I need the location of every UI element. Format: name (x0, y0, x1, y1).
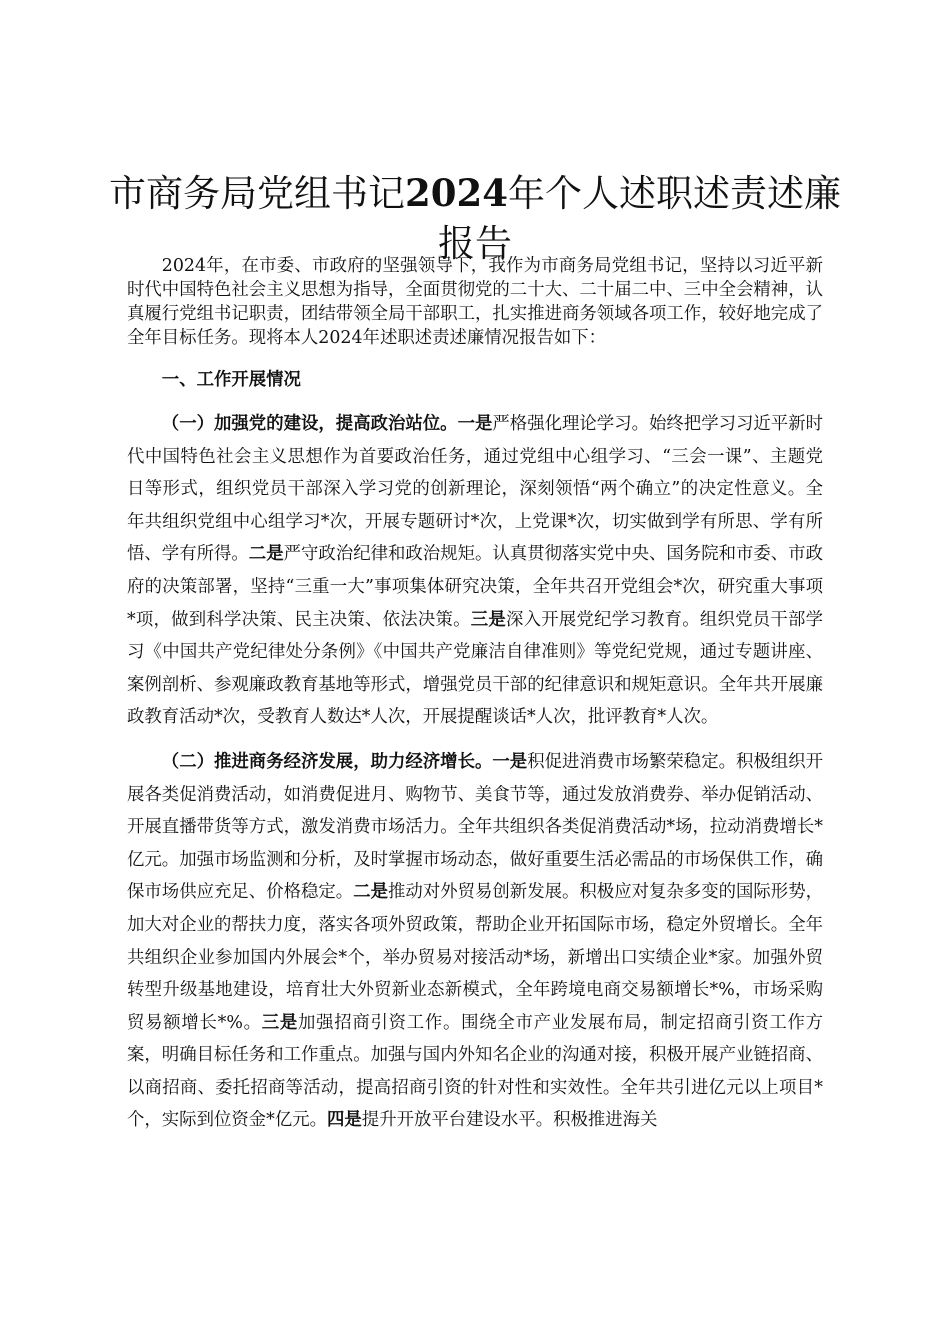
title-year: 2024 (405, 171, 508, 215)
point-text: 严守政治纪律和政治规矩。认真贯彻落实党中央、国务院和市委、市政府的决策部署，坚持“三重一大”事项集体研究决策，全年共召开党组会*次，研究重大事项*项，做到科学决策、民主决策、依法决策。 (127, 544, 823, 630)
point-marker: 三是 (261, 1012, 298, 1033)
point-marker: 四是 (327, 1110, 362, 1131)
point-marker: 一是 (492, 751, 528, 772)
title-part-1: 市商务局党组书记 (109, 172, 405, 215)
paragraph-party-building (127, 408, 823, 734)
point-text: 积促进消费市场繁荣稳定。积极组织开展各类促消费活动，如消费促进月、购物节、美食节等，通过发放消费券、举办促销活动、开展直播带货等方式，激发消费市场活力。全年共组织各类促消费活动*场，拉动消费增长*亿元。加强市场监测和分析，及时掌握市场动态，做好重要生活必需品的市场保供工作，确保市场供应充足、价格稳定。 (127, 751, 823, 903)
point-text: 推动对外贸易创新发展。积极应对复杂多变的国际形势，加大对企业的帮扶力度，落实各项外贸政策，帮助企业开拓国际市场，稳定外贸增长。全年共组织企业参加国内外展会*个，举办贸易对接活动*场，新增出口实绩企业*家。加强外贸转型升级基地建设，培育壮大外贸新业态新模式，全年跨境电商交易额增长*%，市场采购贸易额增长*%。 (127, 882, 823, 1033)
title-part-2: 年个人述职述责述廉报告 (438, 172, 841, 265)
document-body (127, 254, 823, 1149)
section-heading-1: 一、工作开展情况 (161, 370, 301, 390)
point-text: 深入开展党纪学习教育。组织党员干部学习《中国共产党纪律处分条例》《中国共产党廉洁自律准则》等党纪党规，通过专题讲座、案例剖析、参观廉政教育基地等形式，增强党员干部的纪律意识和规矩意识。全年共开展廉政教育活动*次，受教育人数达*人次，开展提醒谈话*人次，批评教育*人次。 (127, 609, 823, 728)
point-marker: 二是 (248, 544, 284, 565)
point-marker: 一是 (457, 414, 493, 434)
point-text: 提升开放平台建设水平。积极推进海关 (361, 1110, 658, 1131)
point-text: 加强招商引资工作。围绕全市产业发展布局，制定招商引资工作方案，明确目标任务和工作重点。加强与国内外知名企业的沟通对接，积极开展产业链招商、以商招商、委托招商等活动，提高招商引资的针对性和实效性。全年共引进亿元以上项目*个，实际到位资金*亿元。 (127, 1012, 823, 1131)
paragraph-lead: （二）推进商务经济发展，助力经济增长。 (161, 751, 493, 772)
intro-paragraph: 2024年，在市委、市政府的坚强领导下，我作为市商务局党组书记，坚持以习近平新时代中国特色社会主义思想为指导，全面贯彻党的二十大、二十届二中、三中全会精神，认真履行党组书记职责，团结带领全局干部职工，扎实推进商务领域各项工作，较好地完成了全年目标任务。现将本人2024年述职述责述廉情况报告如下： (127, 256, 823, 348)
point-marker: 二是 (353, 882, 389, 903)
paragraph-commerce-economy (127, 746, 823, 1137)
paragraph-lead: （一）加强党的建设，提高政治站位。 (161, 414, 458, 434)
point-marker: 三是 (470, 609, 507, 630)
point-text: 严格强化理论学习。始终把学习习近平新时代中国特色社会主义思想作为首要政治任务，通过党组中心组学习、“三会一课”、主题党日等形式，组织党员干部深入学习党的创新理论，深刻领悟“两个确立”的决定性意义。全年共组织党组中心组学习*次，开展专题研讨*次，上党课*次，切实做到学有所思、学有所悟、学有所得。 (127, 414, 823, 565)
